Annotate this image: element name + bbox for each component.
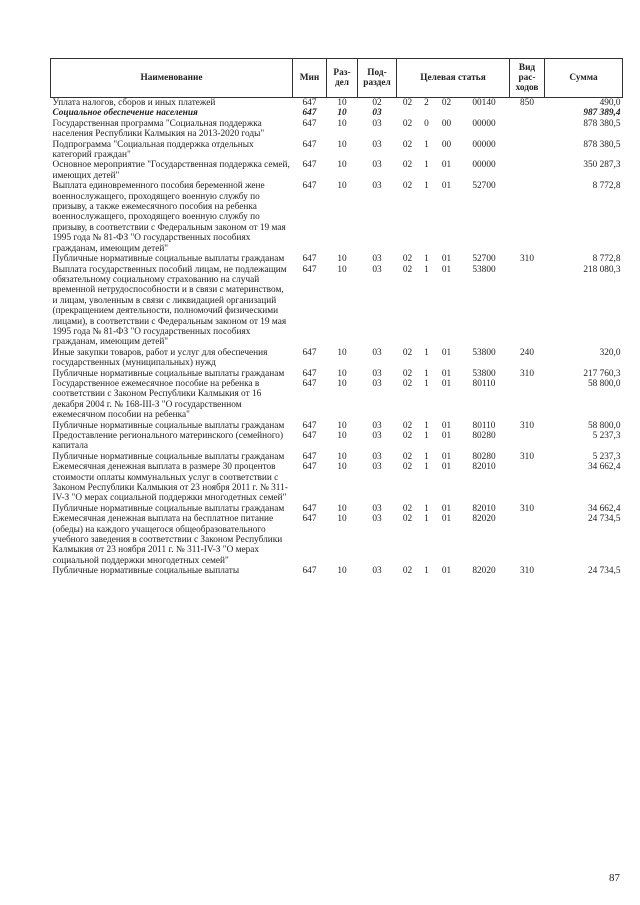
row-vid-rashodov: 310: [520, 420, 534, 431]
row-target-subprogram: 1: [424, 264, 429, 275]
budget-table: [50, 58, 623, 577]
row-name: Публичные нормативные социальные выплаты гражданам: [52, 254, 285, 265]
row-razdel: 10: [337, 181, 347, 192]
row-min: 647: [302, 139, 317, 150]
row-target-program: 02: [402, 420, 413, 431]
table-row: [51, 98, 623, 109]
row-podrazdel: 03: [372, 420, 382, 431]
row-podrazdel: 03: [372, 254, 382, 265]
row-razdel: 10: [337, 420, 347, 431]
table-row: [51, 160, 623, 181]
table-row: [51, 431, 623, 452]
row-min: 647: [302, 254, 317, 265]
row-target-direction: 00000: [472, 139, 496, 150]
row-target-subprogram: 1: [424, 420, 429, 431]
row-vid-rashodov: [510, 265, 545, 348]
row-target-direction: 82020: [472, 566, 496, 577]
row-podrazdel: 02: [372, 98, 382, 108]
row-summa: 34 662,4: [587, 503, 621, 514]
row-target-program: 02: [402, 181, 413, 192]
row-target-event: 01: [441, 503, 452, 514]
table-row: [51, 119, 623, 140]
row-target-program: 02: [402, 431, 413, 441]
row-target-subprogram: 1: [424, 181, 429, 192]
row-target-subprogram: 1: [424, 462, 429, 473]
row-vid-rashodov: [510, 108, 545, 118]
row-target-direction: 80110: [472, 420, 496, 431]
row-target-event: 01: [441, 451, 452, 462]
row-min: 647: [302, 181, 317, 192]
row-min: 647: [302, 108, 317, 119]
row-vid-rashodov: 310: [520, 503, 534, 514]
row-podrazdel: 03: [372, 347, 382, 358]
table-body: [51, 98, 623, 577]
header-razdel: Раз-дел: [327, 59, 358, 98]
row-min: 647: [302, 514, 317, 525]
row-target-subprogram: 1: [424, 514, 429, 525]
row-target-event: 01: [441, 264, 452, 275]
row-name: Публичные нормативные социальные выплаты гражданам: [52, 451, 285, 462]
row-summa: 5 237,3: [592, 431, 621, 441]
row-summa: 58 800,0: [587, 420, 621, 431]
row-min: 647: [302, 431, 317, 441]
row-vid-rashodov: [510, 379, 545, 421]
row-podrazdel: 03: [372, 431, 382, 441]
row-min: 647: [302, 462, 317, 473]
row-target-program: 02: [402, 347, 413, 358]
table-row: [51, 379, 623, 421]
row-target-program: 02: [402, 368, 413, 379]
header-min: Мин: [293, 59, 327, 98]
table-row: [51, 265, 623, 348]
row-podrazdel: 03: [372, 181, 382, 192]
header-celevaya-statya: Целевая статья: [397, 59, 510, 98]
row-target-subprogram: 1: [424, 254, 429, 265]
row-name: Предоставление регионального материнского (семейного) капитала: [52, 431, 284, 452]
row-vid-rashodov: 310: [520, 254, 534, 265]
row-target-program: 02: [402, 139, 413, 150]
row-target-program: 02: [402, 118, 413, 129]
row-name: Подпрограмма "Социальная поддержка отдельных категорий граждан": [52, 139, 254, 161]
row-razdel: 10: [337, 514, 347, 525]
row-target-program: 02: [402, 378, 413, 389]
row-podrazdel: 03: [372, 264, 382, 275]
row-target-direction: 53800: [472, 264, 496, 275]
header-podrazdel: Под-раздел: [358, 59, 397, 98]
row-razdel: 10: [337, 347, 347, 358]
row-target-event: 01: [441, 254, 452, 265]
row-razdel: 10: [337, 160, 347, 171]
row-podrazdel: 03: [372, 160, 382, 171]
row-razdel: 10: [337, 451, 347, 462]
row-summa: 8 772,8: [592, 254, 621, 265]
row-target-event: 01: [441, 420, 452, 431]
row-summa: 878 380,5: [583, 139, 621, 150]
table-row: [51, 452, 623, 462]
row-name: Публичные нормативные социальные выплаты гражданам: [52, 503, 285, 514]
row-min: 647: [302, 503, 317, 514]
row-min: 647: [302, 347, 317, 358]
table-row: [51, 504, 623, 514]
row-vid-rashodov: 240: [520, 347, 534, 358]
row-target-direction: 53800: [472, 347, 496, 358]
row-target-subprogram: 1: [424, 378, 429, 389]
row-target-event: 01: [441, 347, 452, 358]
row-razdel: 10: [337, 254, 347, 265]
table-row: [51, 254, 623, 264]
row-summa: 878 380,5: [583, 118, 621, 129]
table-header-row: [51, 59, 623, 98]
row-vid-rashodov: [510, 119, 545, 140]
row-target-event: 01: [441, 368, 452, 379]
header-summa: Сумма: [545, 59, 623, 98]
row-target-direction: 82020: [472, 514, 496, 525]
row-min: 647: [302, 378, 317, 389]
row-vid-rashodov: 310: [520, 451, 534, 462]
row-podrazdel: 03: [372, 118, 382, 129]
row-min: 647: [302, 420, 317, 431]
row-target-direction: 00140: [472, 98, 496, 108]
row-vid-rashodov: [510, 431, 545, 452]
row-podrazdel: 03: [372, 368, 382, 379]
row-target-event: 02: [441, 98, 452, 108]
row-target-direction: 80110: [472, 378, 496, 389]
row-target-subprogram: [419, 108, 435, 118]
row-vid-rashodov: 310: [520, 368, 534, 379]
table-row: [51, 348, 623, 369]
row-summa: 987 389,4: [583, 108, 621, 119]
page-number: 87: [609, 872, 620, 884]
row-razdel: 10: [337, 98, 347, 108]
row-target-direction: 00000: [472, 118, 496, 129]
header-vid-rashodov: Вид рас-ходов: [510, 59, 545, 98]
row-target-program: 02: [402, 566, 413, 577]
budget-sheet: [50, 58, 622, 577]
row-summa: 8 772,8: [592, 181, 621, 192]
row-vid-rashodov: [510, 160, 545, 181]
row-summa: 350 287,3: [583, 160, 621, 171]
row-target-subprogram: 1: [424, 451, 429, 462]
row-target-program: 02: [402, 462, 413, 473]
row-summa: 24 734,5: [587, 566, 621, 577]
row-podrazdel: 03: [372, 503, 382, 514]
row-razdel: 10: [337, 264, 347, 275]
row-name: Публичные нормативные социальные выплаты гражданам: [52, 368, 285, 379]
table-row: [51, 369, 623, 379]
row-target-program: 02: [402, 514, 413, 525]
row-name: Ежемесячная денежная выплата на бесплатное питание (обеды) на каждого учащегося общеобразовательного учебного заведения в соответствии с Законом Республики Калмыкия от 23 ноября 2011 г. № 311-IV-З "О мерах социальной поддержки многодетных семей": [52, 514, 283, 566]
row-min: 647: [302, 451, 317, 462]
row-summa: 34 662,4: [587, 462, 621, 473]
row-podrazdel: 03: [372, 462, 382, 473]
table-row: [51, 566, 623, 576]
row-target-direction: 82010: [472, 503, 496, 514]
row-podrazdel: 03: [372, 566, 382, 577]
row-podrazdel: 03: [372, 514, 382, 525]
row-vid-rashodov: [510, 514, 545, 566]
row-target-subprogram: 1: [424, 431, 429, 441]
row-target-event: 01: [441, 160, 452, 171]
row-vid-rashodov: [510, 462, 545, 504]
row-razdel: 10: [337, 108, 347, 119]
row-target-event: 01: [441, 462, 452, 473]
row-target-direction: [459, 108, 510, 118]
row-min: 647: [302, 566, 317, 577]
table-row: [51, 462, 623, 504]
row-name: Публичные нормативные социальные выплаты: [52, 566, 240, 577]
row-min: 647: [302, 160, 317, 171]
row-razdel: 10: [337, 378, 347, 389]
row-target-event: 01: [441, 181, 452, 192]
row-target-event: 00: [441, 118, 452, 129]
row-target-direction: 80280: [472, 431, 496, 441]
row-target-direction: 52700: [472, 181, 496, 192]
row-name: Основное мероприятие "Государственная поддержка семей, имеющих детей": [52, 160, 290, 181]
row-razdel: 10: [337, 368, 347, 379]
row-target-direction: 52700: [472, 254, 496, 265]
row-razdel: 10: [337, 566, 347, 577]
row-target-subprogram: 1: [424, 368, 429, 379]
table-row: [51, 140, 623, 161]
row-name: Публичные нормативные социальные выплаты гражданам: [52, 420, 285, 431]
row-name: Уплата налогов, сборов и иных платежей: [52, 98, 216, 108]
row-razdel: 10: [337, 503, 347, 514]
row-min: 647: [302, 368, 317, 379]
row-target-program: 02: [402, 264, 413, 275]
row-target-direction: 82010: [472, 462, 496, 473]
row-podrazdel: 03: [372, 378, 382, 389]
row-target-direction: 00000: [472, 160, 496, 171]
row-vid-rashodov: [510, 140, 545, 161]
row-min: 647: [302, 264, 317, 275]
row-target-subprogram: 1: [424, 503, 429, 514]
row-min: 647: [302, 118, 317, 129]
row-podrazdel: 03: [372, 451, 382, 462]
row-name: Ежемесячная денежная выплата в размере 30 процентов стоимости оплаты коммунальных услуг в соответствии с Законом Республики Калмыкия от 23 ноября 2011 г. № 311-IV-З "О мерах социальной поддержки многодетных семей": [52, 462, 288, 504]
row-target-event: 01: [441, 378, 452, 389]
row-summa: 218 080,3: [583, 264, 621, 275]
row-name: Государственное ежемесячное пособие на ребенка в соответствии с Законом Республики Калмыкия от 16 декабря 2004 г. № 168-III-З "О государственном ежемесячном пособии на ребенка": [52, 378, 262, 421]
table-row: [51, 181, 623, 254]
row-vid-rashodov: 310: [520, 566, 534, 577]
row-summa: 217 760,3: [583, 368, 621, 379]
row-target-event: 01: [441, 431, 452, 441]
row-target-event: 01: [441, 566, 452, 577]
row-target-subprogram: 2: [424, 98, 429, 108]
row-target-program: 02: [402, 503, 413, 514]
row-target-subprogram: 1: [424, 347, 429, 358]
row-summa: 490,0: [599, 98, 621, 108]
row-razdel: 10: [337, 462, 347, 473]
row-target-direction: 53800: [472, 368, 496, 379]
row-podrazdel: 03: [372, 139, 382, 150]
row-target-event: [435, 108, 459, 118]
row-target-event: 00: [441, 139, 452, 150]
row-target-event: 01: [441, 514, 452, 525]
row-target-program: 02: [402, 98, 413, 108]
row-razdel: 10: [337, 118, 347, 129]
row-min: 647: [302, 98, 317, 108]
header-name: Наименование: [51, 59, 293, 98]
row-target-subprogram: 1: [424, 160, 429, 171]
row-podrazdel: 03: [372, 108, 382, 119]
row-vid-rashodov: [510, 181, 545, 254]
table-row: [51, 514, 623, 566]
row-summa: 58 800,0: [587, 378, 621, 389]
table-row: [51, 421, 623, 431]
row-target-program: 02: [402, 254, 413, 265]
row-razdel: 10: [337, 139, 347, 150]
row-name: Государственная программа "Социальная поддержка населения Республики Калмыкия на 2013-2020 годы": [52, 118, 265, 140]
table-row: [51, 108, 623, 118]
row-name: Социальное обеспечение населения: [52, 108, 198, 119]
row-vid-rashodov: 850: [520, 98, 534, 108]
row-summa: 5 237,3: [592, 451, 621, 462]
row-summa: 320,0: [599, 347, 621, 358]
row-target-program: 02: [402, 160, 413, 171]
row-target-subprogram: 1: [424, 139, 429, 150]
row-summa: 24 734,5: [587, 514, 621, 525]
row-target-subprogram: 1: [424, 566, 429, 577]
row-target-program: 02: [402, 451, 413, 462]
row-target-program: [397, 108, 419, 118]
row-target-subprogram: 0: [424, 118, 429, 129]
row-name: Выплата единовременного пособия беременной жене военнослужащего, проходящего военную службу по призыву, а также ежемесячного пособия на ребенка военнослужащего, проходящего военную службу по призыву, в соответствии с Федеральным законом от 19 мая 1995 года № 81-ФЗ "О государственных пособиях гражданам, имеющим детей": [52, 181, 286, 254]
row-name: Выплата государственных пособий лицам, не подлежащим обязательному социальному страхованию на случай временной нетрудоспособности и в связи с материнством, и лицам, уволенным в связи с ликвидацией организаций (прекращением деятельности, полномочий физическими лицами), в соответствии с Федеральным законом от 19 мая 1995 года № 81-ФЗ "О государственных пособиях гражданам, имеющим детей": [52, 264, 287, 348]
row-razdel: 10: [337, 431, 347, 441]
row-name: Иные закупки товаров, работ и услуг для обеспечения государственных (муниципальных) нужд: [52, 347, 268, 369]
row-target-direction: 80280: [472, 451, 496, 462]
